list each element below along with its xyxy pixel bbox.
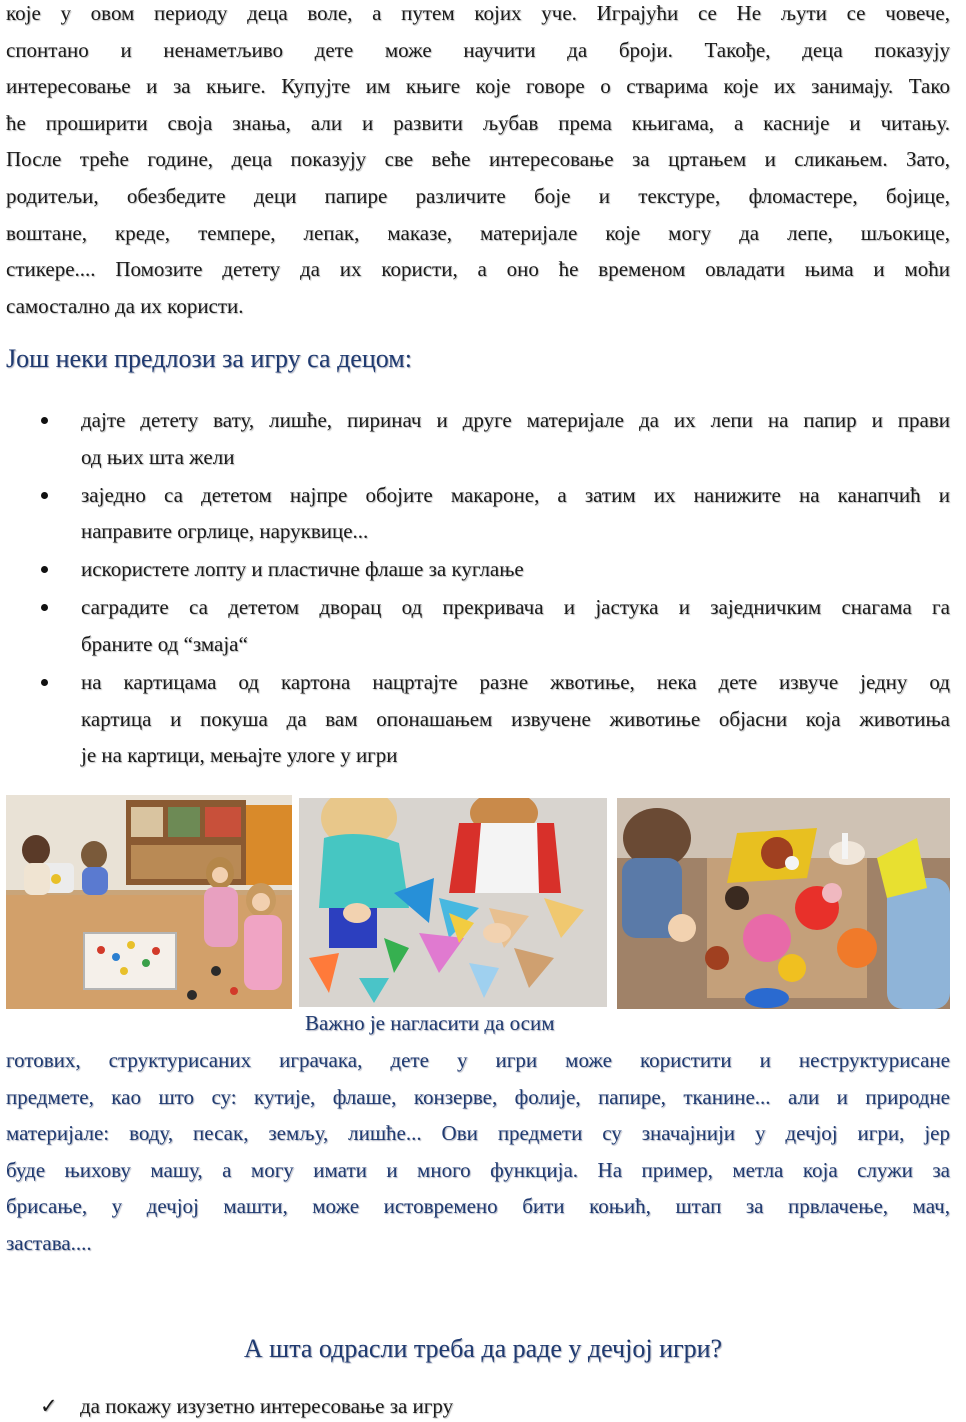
photo-children-beads [6, 795, 292, 1009]
intro-paragraph [6, 0, 950, 324]
adults-item [40, 1391, 453, 1421]
list-item-line: картица и покуша да вам опонашањем извучене животиње објасни која животиња [81, 706, 950, 731]
photo-caption: Важно је нагласити да осим [305, 1011, 555, 1035]
unstructured-line: брисање, у дечјој машти, може истовремено бити коњић, штап за првлачење, мач, [6, 1194, 950, 1219]
unstructured-line: готових, структурисаних играчака, дете у игри може користити и неструктурисане [6, 1048, 950, 1072]
intro-line: које у овом периоду деца воле, а путем којих уче. Играјући се Не љути се човече, [6, 1, 950, 25]
list-item [0, 551, 950, 588]
list-item-line: од њих шта жели [81, 444, 235, 469]
children-beads-image [6, 795, 292, 1009]
intro-line: После треће године, деца показују све веће интересовање за цртањем и сликањем. Зато, [6, 147, 950, 172]
unstructured-line: буде њихову машу, а могу имати и много функција. На пример, метла која служи за [6, 1157, 950, 1182]
bullet-icon [41, 417, 48, 424]
intro-line: воштане, креде, темпере, лепак, маказе, материјале које могу да лепе, шљокице, [6, 220, 950, 245]
list-item-line: дајте детету вату, лишће, пиринач и друге материјале да их лепи на папир и прави [81, 408, 950, 432]
list-item-line: искористете лопту и пластичне флаше за куглање [81, 557, 524, 582]
list-item [0, 477, 950, 550]
unstructured-paragraph [6, 1042, 950, 1262]
adults-item-text: да покажу изузетно интересовање за игру [80, 1394, 454, 1418]
intro-line: ће проширити своја знања, али и развити љубав према књигама, а касније и читању. [6, 110, 950, 135]
list-item [0, 664, 950, 774]
intro-line: самостално да их користи. [6, 293, 244, 318]
list-item-line: браните од “змаја“ [81, 632, 248, 657]
list-item-line: на картицама од картона нацртајте разне жвотиње, нека дете извуче једну од [81, 670, 950, 695]
list-item [0, 589, 950, 662]
bullet-icon [41, 566, 48, 573]
suggestions-list [0, 402, 950, 775]
intro-line: спонтано и ненаметљиво дете може научити да броји. Такође, деца показују [6, 37, 950, 62]
intro-line: интересовање и за књиге. Купујте им књиге које говоре о стварима које их занимају. Тако [6, 74, 950, 99]
unstructured-line: материјале: воду, песак, земљу, лишће... Ови предмети су значајнији у дечјој игри, јер [6, 1121, 950, 1146]
unstructured-line: застава.... [6, 1230, 92, 1255]
adults-heading: А шта одрасли треба да раде у дечјој игри? [243, 1334, 723, 1363]
unstructured-line: предмете, као што су: кутије, флаше, конзерве, фолије, папире, тканине... али и природне [6, 1084, 950, 1109]
list-item-line: заједно са дететом најпре обојите макароне, а затим их нанижите на канапчић и [81, 482, 950, 507]
photo-children-collage [617, 798, 950, 1009]
list-item-line: саградите са дететом дворац од прекривача и јастука и заједничким снагама га [81, 595, 950, 620]
list-item-line: је на картици, мењајте улоге у игри [81, 743, 398, 768]
children-collage-image [617, 798, 950, 1009]
bullet-icon [41, 604, 48, 611]
bullet-icon [41, 679, 48, 686]
list-item-line: направите огрлице, наруквице... [81, 519, 369, 544]
intro-line: родитељи, обезбедите деци папире различите боје и текстуре, фломастере, бојице, [6, 183, 950, 208]
suggestions-heading: Још неки предлози за игру са децом: [6, 344, 412, 373]
children-shapes-image [299, 798, 607, 1007]
intro-line: стикере.... Помозите детету да их користи, а оно ће временом овладати њима и моћи [6, 257, 950, 282]
bullet-icon [41, 492, 48, 499]
checkmark-icon: ✓ [40, 1394, 58, 1418]
list-item [0, 402, 950, 475]
photo-children-shapes [299, 798, 607, 1007]
